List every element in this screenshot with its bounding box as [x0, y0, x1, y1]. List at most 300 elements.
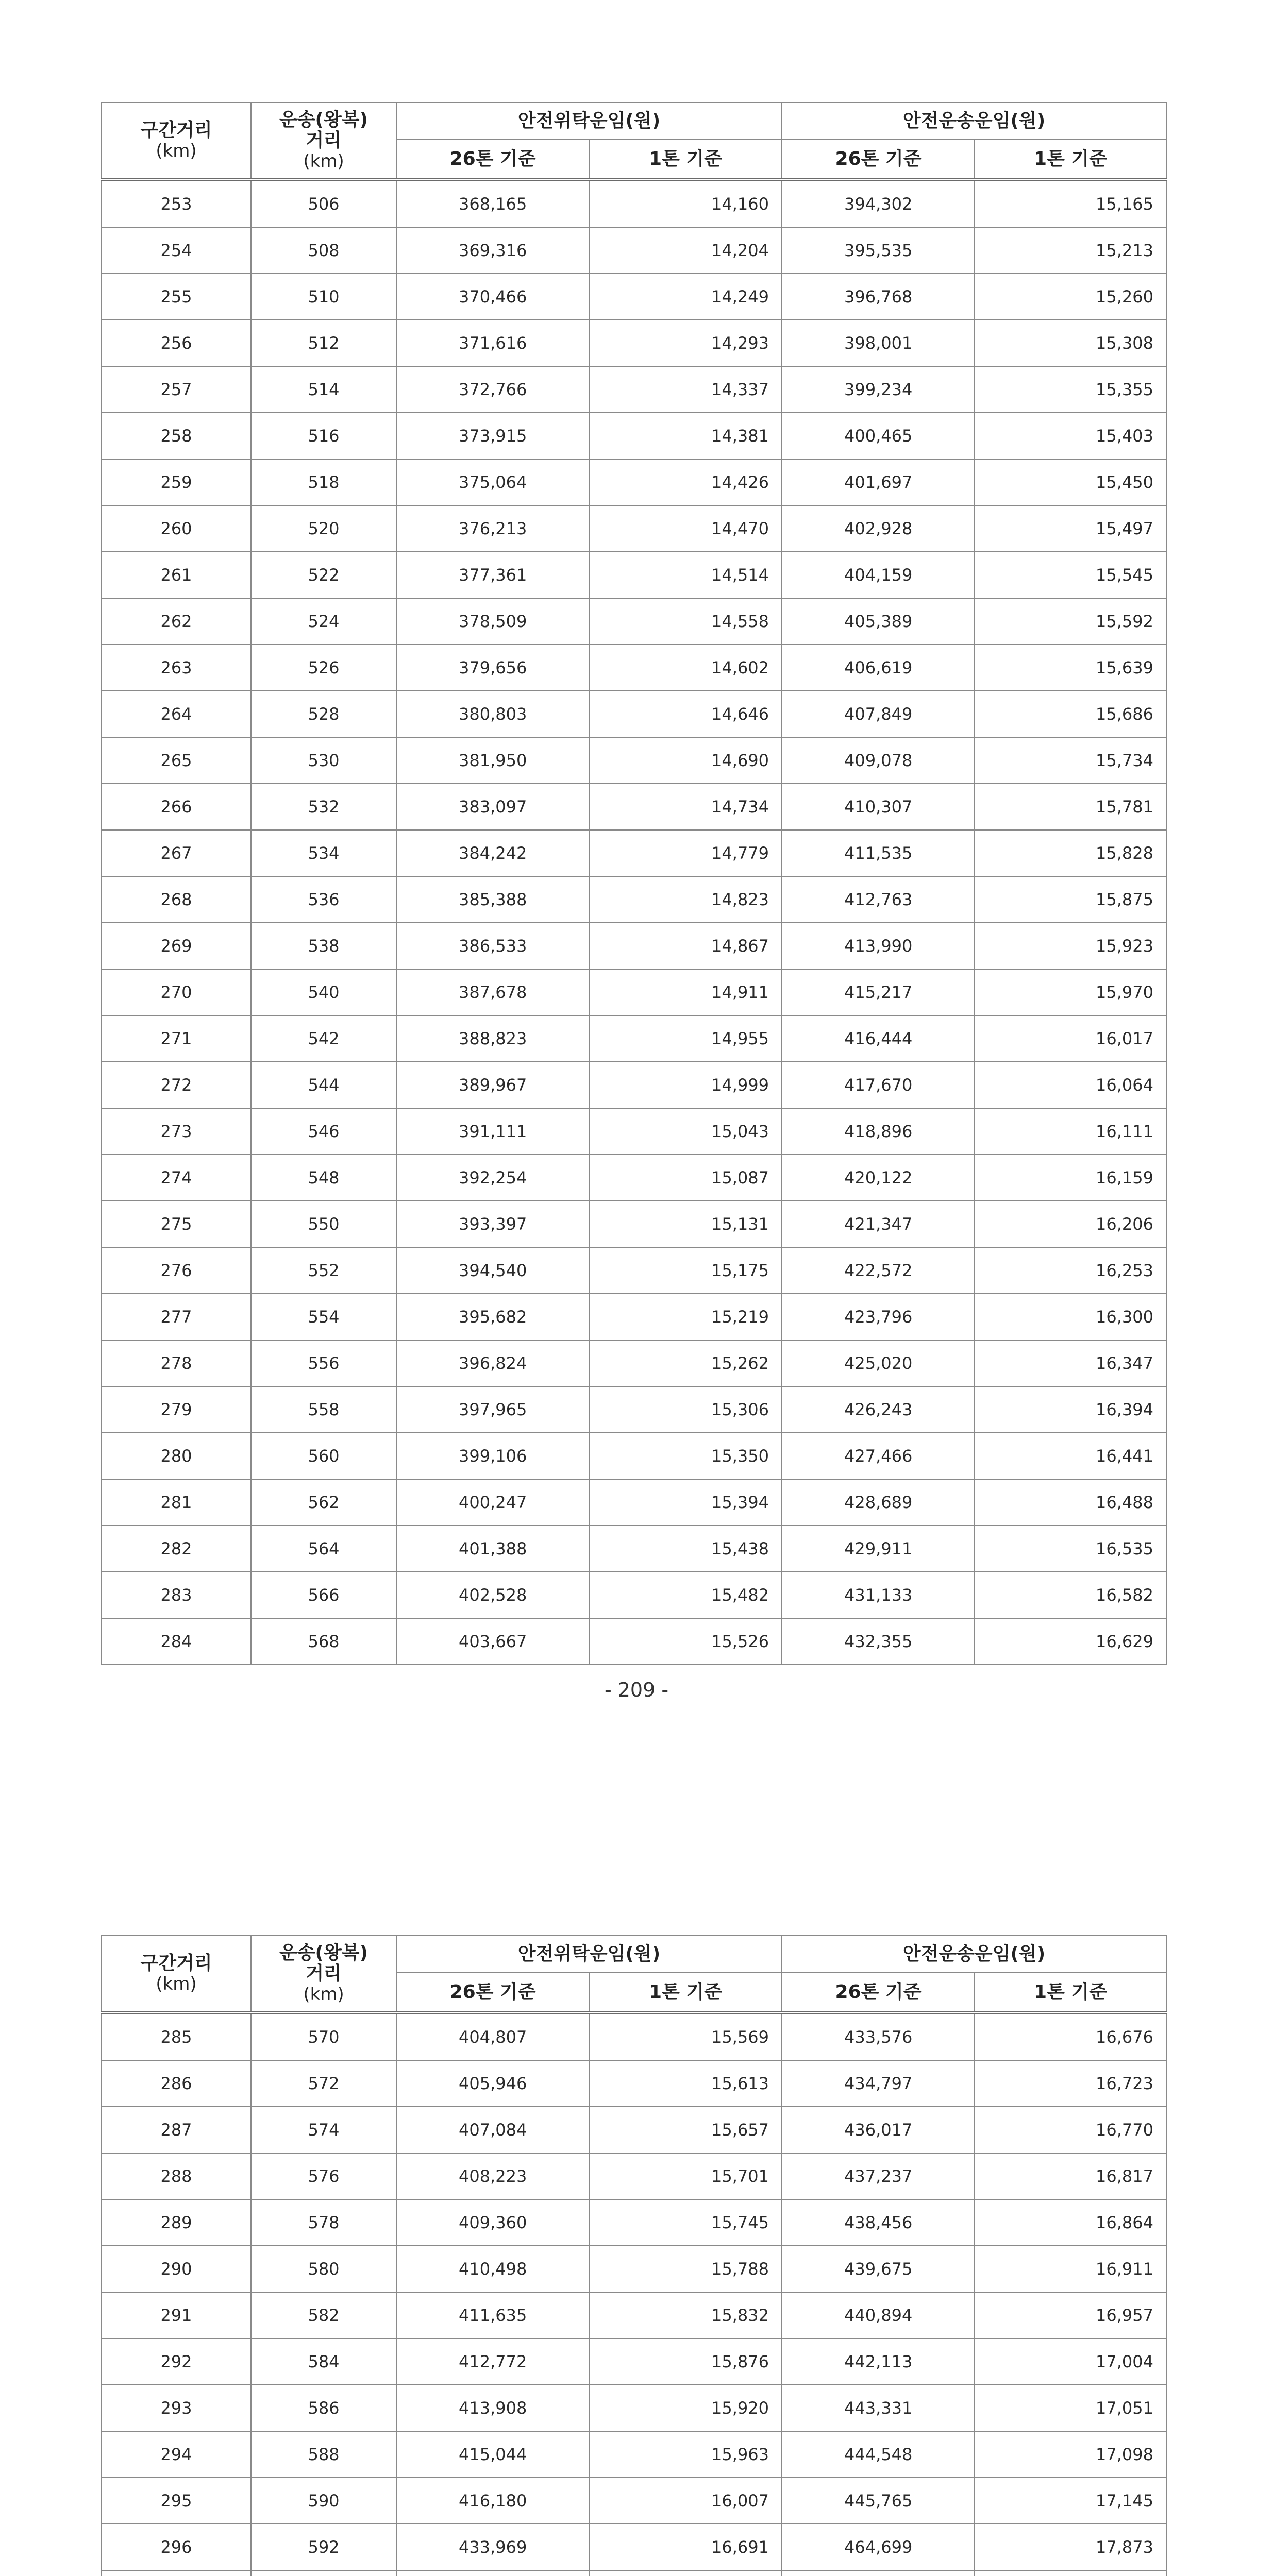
consign-26t-cell: 395,682: [396, 1294, 589, 1340]
transport-1t-cell: 16,723: [975, 2060, 1166, 2107]
transport-distance-cell: 564: [251, 1526, 396, 1572]
consign-26t-cell: 386,533: [396, 923, 589, 969]
transport-1t-cell: 16,017: [975, 1015, 1166, 1062]
safety-transport-rate-header: 안전운송운임(원): [782, 103, 1166, 140]
transport-1t-cell: 15,734: [975, 737, 1166, 784]
consign-1t-cell: 15,963: [589, 2431, 782, 2478]
transport-26t-cell: 416,444: [782, 1015, 975, 1062]
table-row: [102, 1386, 1166, 1433]
transport-26t-cell: 422,572: [782, 1247, 975, 1294]
transport-26t-cell: 433,576: [782, 2013, 975, 2060]
section-distance-cell: 284: [102, 1618, 251, 1665]
transport-26t-cell: 421,347: [782, 1201, 975, 1247]
transport-26t-cell: 410,307: [782, 784, 975, 830]
consign-1t-header: 1톤 기준: [589, 1973, 782, 2013]
transport-1t-cell: 15,781: [975, 784, 1166, 830]
section-distance-cell: 263: [102, 645, 251, 691]
transport-26t-cell: 404,159: [782, 552, 975, 598]
transport-distance-cell: 510: [251, 274, 396, 320]
transport-1t-cell: 16,770: [975, 2107, 1166, 2153]
transport-1t-cell: 15,592: [975, 598, 1166, 645]
section-distance-cell: 281: [102, 1479, 251, 1526]
transport-1t-cell: 17,145: [975, 2478, 1166, 2524]
table-row: [102, 691, 1166, 737]
transport-distance-cell: 578: [251, 2199, 396, 2246]
consign-26t-cell: 411,635: [396, 2292, 589, 2338]
transport-distance-cell: 550: [251, 1201, 396, 1247]
transport-1t-cell: 15,308: [975, 320, 1166, 366]
consign-1t-cell: 14,955: [589, 1015, 782, 1062]
consign-26t-cell: 373,915: [396, 413, 589, 459]
section-distance-cell: 268: [102, 876, 251, 923]
table-row: [102, 505, 1166, 552]
consign-26t-cell: 408,223: [396, 2153, 589, 2199]
consign-1t-header: 1톤 기준: [589, 140, 782, 180]
transport-distance-cell: 514: [251, 366, 396, 413]
consign-1t-cell: 15,438: [589, 1526, 782, 1572]
transport-1t-cell: 16,300: [975, 1294, 1166, 1340]
transport-1t-cell: 17,873: [975, 2524, 1166, 2570]
consign-26t-cell: 407,084: [396, 2107, 589, 2153]
transport-26t-cell: 420,122: [782, 1155, 975, 1201]
table-row: [102, 2524, 1166, 2570]
consign-1t-cell: 15,087: [589, 1155, 782, 1201]
section-distance-cell: 293: [102, 2385, 251, 2431]
consign-26t-cell: 391,111: [396, 1108, 589, 1155]
transport-distance-cell: 538: [251, 923, 396, 969]
transport-1t-cell: 16,111: [975, 1108, 1166, 1155]
section-distance-cell: 279: [102, 1386, 251, 1433]
consign-26t-cell: 383,097: [396, 784, 589, 830]
section-distance-cell: 282: [102, 1526, 251, 1572]
transport-26t-header: 26톤 기준: [782, 140, 975, 180]
consign-26t-cell: 409,360: [396, 2199, 589, 2246]
section-distance-cell: 292: [102, 2338, 251, 2385]
consign-26t-cell: 370,466: [396, 274, 589, 320]
transport-1t-cell: 16,957: [975, 2292, 1166, 2338]
consign-1t-cell: 15,526: [589, 1618, 782, 1665]
section-distance-cell: 287: [102, 2107, 251, 2153]
table-row: [102, 2060, 1166, 2107]
consign-1t-cell: 14,867: [589, 923, 782, 969]
table-row: [102, 2338, 1166, 2385]
consign-1t-cell: 14,602: [589, 645, 782, 691]
transport-26t-cell: 402,928: [782, 505, 975, 552]
table-row: [102, 2478, 1166, 2524]
transport-26t-cell: 439,675: [782, 2246, 975, 2292]
section-distance-cell: 271: [102, 1015, 251, 1062]
transport-1t-cell: 15,686: [975, 691, 1166, 737]
transport-distance-cell: 548: [251, 1155, 396, 1201]
table-row: [102, 1062, 1166, 1108]
consign-26t-cell: 389,967: [396, 1062, 589, 1108]
section-distance-cell: 264: [102, 691, 251, 737]
consign-26t-cell: 401,388: [396, 1526, 589, 1572]
transport-1t-cell: 16,911: [975, 2246, 1166, 2292]
table-row: [102, 180, 1166, 227]
transport-26t-cell: 432,355: [782, 1618, 975, 1665]
section-distance-header: 구간거리 (km): [102, 103, 251, 180]
section-distance-cell: 286: [102, 2060, 251, 2107]
section-distance-cell: 290: [102, 2246, 251, 2292]
consign-1t-cell: 14,646: [589, 691, 782, 737]
section-distance-cell: 280: [102, 1433, 251, 1479]
transport-distance-header: 운송(왕복) 거리 (km): [251, 1936, 396, 2013]
section-distance-cell: 275: [102, 1201, 251, 1247]
transport-distance-cell: 516: [251, 413, 396, 459]
transport-26t-cell: 438,456: [782, 2199, 975, 2246]
section-distance-cell: 262: [102, 598, 251, 645]
table-row: [102, 2385, 1166, 2431]
transport-26t-cell: 400,465: [782, 413, 975, 459]
table-row: [102, 2199, 1166, 2246]
safety-consign-rate-header: 안전위탁운임(원): [396, 103, 782, 140]
consign-26t-cell: 368,165: [396, 180, 589, 227]
consign-26t-cell: 404,807: [396, 2013, 589, 2060]
table-row: [102, 969, 1166, 1015]
consign-1t-cell: 16,691: [589, 2524, 782, 2570]
consign-26t-cell: 372,766: [396, 366, 589, 413]
table-row: [102, 598, 1166, 645]
consign-26t-cell: 402,528: [396, 1572, 589, 1618]
transport-1t-cell: 16,253: [975, 1247, 1166, 1294]
table-row: [102, 1294, 1166, 1340]
transport-1t-cell: 15,497: [975, 505, 1166, 552]
table-row: [102, 2431, 1166, 2478]
consign-1t-cell: 14,779: [589, 830, 782, 876]
transport-26t-cell: 399,234: [782, 366, 975, 413]
transport-26t-cell: 431,133: [782, 1572, 975, 1618]
consign-26t-cell: 433,969: [396, 2524, 589, 2570]
transport-distance-cell: 506: [251, 180, 396, 227]
consign-26t-cell: 410,498: [396, 2246, 589, 2292]
transport-1t-cell: 16,864: [975, 2199, 1166, 2246]
consign-1t-cell: 15,657: [589, 2107, 782, 2153]
consign-26t-cell: 399,106: [396, 1433, 589, 1479]
consign-1t-cell: 14,470: [589, 505, 782, 552]
transport-distance-cell: 588: [251, 2431, 396, 2478]
transport-distance-cell: 562: [251, 1479, 396, 1526]
table-row: [102, 1618, 1166, 1665]
table-row: [102, 552, 1166, 598]
consign-1t-cell: 15,219: [589, 1294, 782, 1340]
transport-distance-cell: 568: [251, 1618, 396, 1665]
transport-distance-cell: 526: [251, 645, 396, 691]
section-distance-cell: 276: [102, 1247, 251, 1294]
transport-1t-cell: 16,488: [975, 1479, 1166, 1526]
transport-distance-cell: 522: [251, 552, 396, 598]
transport-distance-header: 운송(왕복) 거리 (km): [251, 103, 396, 180]
transport-1t-cell: 16,347: [975, 1340, 1166, 1386]
transport-distance-cell: 580: [251, 2246, 396, 2292]
transport-26t-cell: 443,331: [782, 2385, 975, 2431]
table-row: [102, 366, 1166, 413]
transport-1t-cell: 16,629: [975, 1618, 1166, 1665]
section-distance-cell: 257: [102, 366, 251, 413]
transport-1t-cell: 16,441: [975, 1433, 1166, 1479]
section-distance-cell: 254: [102, 227, 251, 274]
transport-distance-cell: 590: [251, 2478, 396, 2524]
section-distance-cell: 272: [102, 1062, 251, 1108]
transport-distance-cell: 520: [251, 505, 396, 552]
consign-1t-cell: 15,788: [589, 2246, 782, 2292]
table-row: [102, 320, 1166, 366]
transport-26t-cell: 445,765: [782, 2478, 975, 2524]
transport-26t-cell: 426,243: [782, 1386, 975, 1433]
safety-transport-rate-header: 안전운송운임(원): [782, 1936, 1166, 1973]
table-row: [102, 645, 1166, 691]
transport-distance-cell: 574: [251, 2107, 396, 2153]
consign-26t-cell: 371,616: [396, 320, 589, 366]
transport-distance-cell: 536: [251, 876, 396, 923]
transport-26t-cell: 409,078: [782, 737, 975, 784]
transport-26t-cell: 395,535: [782, 227, 975, 274]
section-distance-cell: 270: [102, 969, 251, 1015]
transport-distance-cell: 552: [251, 1247, 396, 1294]
section-distance-cell: 253: [102, 180, 251, 227]
consign-1t-cell: 15,306: [589, 1386, 782, 1433]
transport-26t-cell: 428,689: [782, 1479, 975, 1526]
consign-1t-cell: 15,876: [589, 2338, 782, 2385]
transport-1t-cell: 16,817: [975, 2153, 1166, 2199]
transport-26t-cell: 464,699: [782, 2524, 975, 2570]
consign-26t-cell: 394,540: [396, 1247, 589, 1294]
transport-26t-cell: [782, 2570, 975, 2576]
consign-1t-cell: 14,337: [589, 366, 782, 413]
section-distance-cell: 266: [102, 784, 251, 830]
consign-1t-cell: 15,832: [589, 2292, 782, 2338]
consign-1t-cell: 15,262: [589, 1340, 782, 1386]
transport-1t-cell: 17,004: [975, 2338, 1166, 2385]
table-row: [102, 876, 1166, 923]
transport-1t-cell: 15,450: [975, 459, 1166, 505]
consign-1t-cell: 14,911: [589, 969, 782, 1015]
transport-1t-header: 1톤 기준: [975, 1973, 1166, 2013]
transport-distance-cell: 512: [251, 320, 396, 366]
table-row: [102, 413, 1166, 459]
section-distance-cell: 294: [102, 2431, 251, 2478]
table-row: [102, 2153, 1166, 2199]
section-distance-cell: 278: [102, 1340, 251, 1386]
transport-26t-cell: 434,797: [782, 2060, 975, 2107]
table-row: [102, 1108, 1166, 1155]
consign-1t-cell: 14,823: [589, 876, 782, 923]
consign-1t-cell: 16,007: [589, 2478, 782, 2524]
consign-26t-cell: 375,064: [396, 459, 589, 505]
safety-consign-rate-header: 안전위탁운임(원): [396, 1936, 782, 1973]
consign-1t-cell: 14,293: [589, 320, 782, 366]
transport-distance-cell: 584: [251, 2338, 396, 2385]
table-row: [102, 274, 1166, 320]
section-distance-cell: 288: [102, 2153, 251, 2199]
transport-26t-cell: 436,017: [782, 2107, 975, 2153]
consign-1t-cell: 14,381: [589, 413, 782, 459]
transport-26t-cell: 405,389: [782, 598, 975, 645]
transport-distance-cell: [251, 2570, 396, 2576]
consign-26t-cell: 378,509: [396, 598, 589, 645]
consign-1t-cell: 14,558: [589, 598, 782, 645]
transport-distance-cell: 560: [251, 1433, 396, 1479]
transport-26t-cell: 429,911: [782, 1526, 975, 1572]
table-row: [102, 737, 1166, 784]
section-distance-cell: 274: [102, 1155, 251, 1201]
consign-1t-cell: 15,043: [589, 1108, 782, 1155]
table-row: [102, 2013, 1166, 2060]
table-row: [102, 2107, 1166, 2153]
consign-26t-cell: 405,946: [396, 2060, 589, 2107]
consign-26t-cell: 379,656: [396, 645, 589, 691]
consign-26t-header: 26톤 기준: [396, 140, 589, 180]
transport-26t-cell: 394,302: [782, 180, 975, 227]
transport-1t-cell: 15,403: [975, 413, 1166, 459]
transport-1t-cell: 15,213: [975, 227, 1166, 274]
consign-1t-cell: 14,690: [589, 737, 782, 784]
section-distance-cell: 285: [102, 2013, 251, 2060]
section-distance-cell: 283: [102, 1572, 251, 1618]
section-distance-header: 구간거리 (km): [102, 1936, 251, 2013]
consign-26t-cell: 416,180: [396, 2478, 589, 2524]
consign-1t-cell: 14,160: [589, 180, 782, 227]
transport-26t-cell: 412,763: [782, 876, 975, 923]
transport-1t-cell: 15,165: [975, 180, 1166, 227]
consign-1t-cell: 15,131: [589, 1201, 782, 1247]
transport-distance-cell: 592: [251, 2524, 396, 2570]
consign-26t-cell: 376,213: [396, 505, 589, 552]
consign-1t-cell: 14,999: [589, 1062, 782, 1108]
consign-1t-cell: 14,426: [589, 459, 782, 505]
transport-1t-cell: 15,260: [975, 274, 1166, 320]
transport-1t-cell: [975, 2570, 1166, 2576]
transport-1t-cell: 15,828: [975, 830, 1166, 876]
consign-26t-cell: 384,242: [396, 830, 589, 876]
transport-distance-cell: 586: [251, 2385, 396, 2431]
consign-1t-cell: 14,204: [589, 227, 782, 274]
consign-26t-cell: 380,803: [396, 691, 589, 737]
rate-table: [101, 102, 1167, 1665]
transport-26t-cell: 406,619: [782, 645, 975, 691]
consign-1t-cell: 15,350: [589, 1433, 782, 1479]
consign-26t-cell: 388,823: [396, 1015, 589, 1062]
consign-26t-cell: 397,965: [396, 1386, 589, 1433]
transport-distance-cell: 508: [251, 227, 396, 274]
consign-1t-cell: 15,745: [589, 2199, 782, 2246]
transport-distance-cell: 558: [251, 1386, 396, 1433]
transport-1t-cell: 17,051: [975, 2385, 1166, 2431]
transport-distance-cell: 544: [251, 1062, 396, 1108]
section-distance-cell: 291: [102, 2292, 251, 2338]
transport-distance-cell: 582: [251, 2292, 396, 2338]
table-row: [102, 1433, 1166, 1479]
transport-1t-cell: 16,064: [975, 1062, 1166, 1108]
section-distance-cell: 261: [102, 552, 251, 598]
transport-distance-cell: 528: [251, 691, 396, 737]
consign-26t-cell: 393,397: [396, 1201, 589, 1247]
transport-1t-cell: 15,970: [975, 969, 1166, 1015]
consign-26t-cell: 369,316: [396, 227, 589, 274]
transport-26t-cell: 442,113: [782, 2338, 975, 2385]
consign-26t-cell: 413,908: [396, 2385, 589, 2431]
transport-26t-cell: 407,849: [782, 691, 975, 737]
consign-1t-cell: 14,514: [589, 552, 782, 598]
table-row: [102, 1015, 1166, 1062]
transport-1t-cell: 16,582: [975, 1572, 1166, 1618]
table-row: [102, 2246, 1166, 2292]
transport-26t-cell: 401,697: [782, 459, 975, 505]
section-distance-cell: 273: [102, 1108, 251, 1155]
transport-26t-cell: 425,020: [782, 1340, 975, 1386]
table-row: [102, 1526, 1166, 1572]
section-distance-cell: 289: [102, 2199, 251, 2246]
consign-1t-cell: 15,569: [589, 2013, 782, 2060]
transport-26t-cell: 440,894: [782, 2292, 975, 2338]
transport-26t-cell: 417,670: [782, 1062, 975, 1108]
transport-distance-cell: 546: [251, 1108, 396, 1155]
transport-1t-cell: 15,639: [975, 645, 1166, 691]
transport-distance-cell: 518: [251, 459, 396, 505]
consign-26t-cell: [396, 2570, 589, 2576]
table-row: [102, 459, 1166, 505]
table-row: [102, 830, 1166, 876]
table-row: [102, 1479, 1166, 1526]
consign-1t-cell: 15,613: [589, 2060, 782, 2107]
table-row: [102, 2570, 1166, 2576]
transport-1t-cell: 15,923: [975, 923, 1166, 969]
transport-26t-cell: 398,001: [782, 320, 975, 366]
consign-26t-cell: 377,361: [396, 552, 589, 598]
transport-26t-cell: 415,217: [782, 969, 975, 1015]
section-distance-cell: 259: [102, 459, 251, 505]
transport-26t-cell: 427,466: [782, 1433, 975, 1479]
transport-1t-cell: 16,394: [975, 1386, 1166, 1433]
section-distance-cell: 256: [102, 320, 251, 366]
consign-1t-cell: 14,249: [589, 274, 782, 320]
transport-distance-cell: 540: [251, 969, 396, 1015]
section-distance-cell: 296: [102, 2524, 251, 2570]
table-row: [102, 1340, 1166, 1386]
table-row: [102, 784, 1166, 830]
consign-1t-cell: 15,394: [589, 1479, 782, 1526]
transport-distance-cell: 570: [251, 2013, 396, 2060]
page-number: - 209 -: [604, 1679, 669, 1701]
table-row: [102, 1155, 1166, 1201]
table-row: [102, 1572, 1166, 1618]
transport-distance-cell: 534: [251, 830, 396, 876]
consign-26t-cell: 400,247: [396, 1479, 589, 1526]
transport-1t-cell: 16,206: [975, 1201, 1166, 1247]
consign-1t-cell: 15,482: [589, 1572, 782, 1618]
transport-1t-header: 1톤 기준: [975, 140, 1166, 180]
section-distance-cell: 269: [102, 923, 251, 969]
transport-distance-cell: 556: [251, 1340, 396, 1386]
transport-distance-cell: 524: [251, 598, 396, 645]
transport-26t-cell: 437,237: [782, 2153, 975, 2199]
consign-26t-cell: 415,044: [396, 2431, 589, 2478]
table-row: [102, 1201, 1166, 1247]
transport-26t-cell: 423,796: [782, 1294, 975, 1340]
section-distance-cell: 267: [102, 830, 251, 876]
transport-26t-cell: 418,896: [782, 1108, 975, 1155]
transport-1t-cell: 16,159: [975, 1155, 1166, 1201]
transport-1t-cell: 17,098: [975, 2431, 1166, 2478]
section-distance-cell: 265: [102, 737, 251, 784]
table-row: [102, 1247, 1166, 1294]
section-distance-cell: [102, 2570, 251, 2576]
consign-1t-cell: 15,701: [589, 2153, 782, 2199]
table-row: [102, 2292, 1166, 2338]
transport-distance-cell: 572: [251, 2060, 396, 2107]
section-distance-cell: 277: [102, 1294, 251, 1340]
consign-26t-cell: 392,254: [396, 1155, 589, 1201]
